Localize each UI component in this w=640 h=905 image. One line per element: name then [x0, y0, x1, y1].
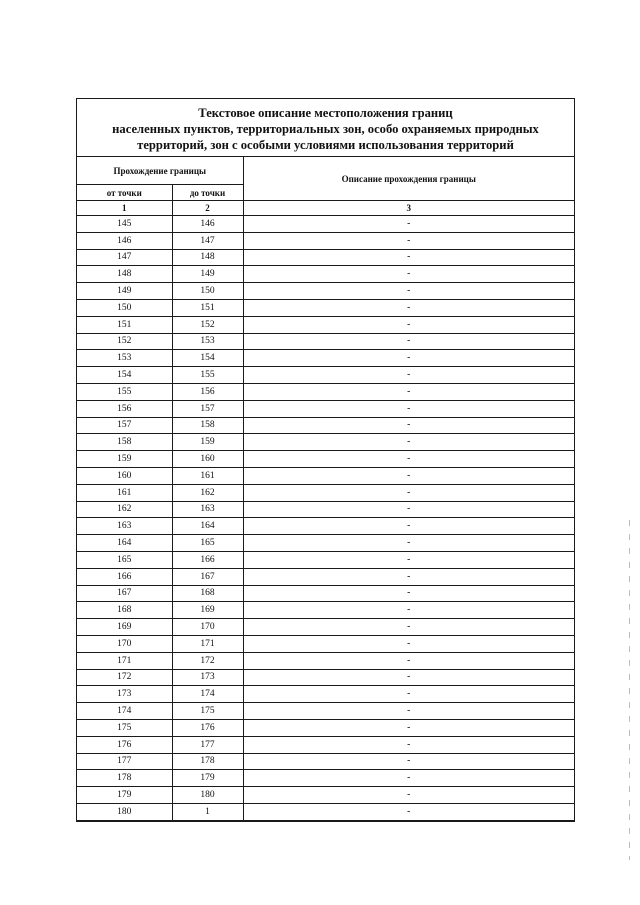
table-row [77, 350, 574, 367]
cell-to-point: 156 [172, 383, 243, 400]
cell-description: - [243, 669, 574, 686]
table-row [77, 333, 574, 350]
table-row [77, 434, 574, 451]
cell-to-point: 148 [172, 249, 243, 266]
cell-to-point: 159 [172, 434, 243, 451]
boundary-table [77, 157, 574, 820]
cell-to-point: 166 [172, 551, 243, 568]
title-line-1: Текстовое описание местоположения границ [198, 106, 453, 120]
table-row [77, 635, 574, 652]
cell-to-point: 177 [172, 736, 243, 753]
table-row [77, 367, 574, 384]
cell-description: - [243, 501, 574, 518]
table-row [77, 551, 574, 568]
cell-to-point: 179 [172, 770, 243, 787]
cell-description: - [243, 635, 574, 652]
cell-from-point: 175 [77, 719, 172, 736]
title-line-3: территорий, зон с особыми условиями использования территорий [137, 138, 514, 152]
cell-to-point: 160 [172, 451, 243, 468]
table-row [77, 266, 574, 283]
table-row [77, 602, 574, 619]
table-row [77, 249, 574, 266]
cell-from-point: 157 [77, 417, 172, 434]
cell-to-point: 176 [172, 719, 243, 736]
cell-description: - [243, 249, 574, 266]
cell-from-point: 161 [77, 484, 172, 501]
cell-from-point: 148 [77, 266, 172, 283]
column-number-1: 1 [77, 201, 172, 216]
cell-to-point: 147 [172, 232, 243, 249]
cell-from-point: 160 [77, 467, 172, 484]
table-row [77, 400, 574, 417]
cell-from-point: 150 [77, 299, 172, 316]
table-row [77, 770, 574, 787]
cell-to-point: 170 [172, 619, 243, 636]
cell-description: - [243, 803, 574, 819]
cell-from-point: 154 [77, 367, 172, 384]
cell-to-point: 155 [172, 367, 243, 384]
cell-from-point: 152 [77, 333, 172, 350]
table-row [77, 619, 574, 636]
cell-from-point: 153 [77, 350, 172, 367]
table-row [77, 451, 574, 468]
cell-description: - [243, 551, 574, 568]
cell-from-point: 155 [77, 383, 172, 400]
cell-description: - [243, 299, 574, 316]
cell-description: - [243, 232, 574, 249]
table-row [77, 484, 574, 501]
document-title [77, 99, 574, 157]
table-row [77, 501, 574, 518]
cell-description: - [243, 619, 574, 636]
table-row [77, 383, 574, 400]
cell-from-point: 146 [77, 232, 172, 249]
table-row [77, 736, 574, 753]
cell-to-point: 174 [172, 686, 243, 703]
cell-to-point: 168 [172, 585, 243, 602]
table-row [77, 518, 574, 535]
cell-from-point: 156 [77, 400, 172, 417]
table-row [77, 467, 574, 484]
cell-description: - [243, 367, 574, 384]
cell-to-point: 163 [172, 501, 243, 518]
cell-to-point: 173 [172, 669, 243, 686]
cell-to-point: 169 [172, 602, 243, 619]
cell-from-point: 168 [77, 602, 172, 619]
cell-description: - [243, 703, 574, 720]
cell-description: - [243, 216, 574, 233]
cell-description: - [243, 333, 574, 350]
table-row [77, 652, 574, 669]
cell-from-point: 170 [77, 635, 172, 652]
cell-from-point: 147 [77, 249, 172, 266]
column-number-2: 2 [172, 201, 243, 216]
header-description: Описание прохождения границы [243, 157, 574, 201]
cell-description: - [243, 686, 574, 703]
cell-from-point: 176 [77, 736, 172, 753]
cell-to-point: 150 [172, 283, 243, 300]
cell-description: - [243, 770, 574, 787]
cell-description: - [243, 753, 574, 770]
scan-edge-mark [629, 520, 630, 860]
cell-from-point: 163 [77, 518, 172, 535]
cell-to-point: 171 [172, 635, 243, 652]
cell-to-point: 161 [172, 467, 243, 484]
table-row [77, 803, 574, 819]
cell-from-point: 149 [77, 283, 172, 300]
cell-to-point: 158 [172, 417, 243, 434]
cell-to-point: 175 [172, 703, 243, 720]
cell-description: - [243, 535, 574, 552]
header-boundary-passage: Прохождение границы [77, 157, 243, 185]
cell-to-point: 1 [172, 803, 243, 819]
table-row [77, 753, 574, 770]
title-line-2: населенных пунктов, территориальных зон, особо охраняемых природных [112, 122, 539, 136]
cell-description: - [243, 451, 574, 468]
cell-to-point: 164 [172, 518, 243, 535]
cell-description: - [243, 417, 574, 434]
cell-to-point: 152 [172, 316, 243, 333]
header-to-point: до точки [172, 185, 243, 201]
cell-to-point: 149 [172, 266, 243, 283]
cell-to-point: 154 [172, 350, 243, 367]
cell-to-point: 180 [172, 787, 243, 804]
cell-description: - [243, 350, 574, 367]
cell-to-point: 167 [172, 568, 243, 585]
table-row [77, 703, 574, 720]
cell-from-point: 162 [77, 501, 172, 518]
cell-description: - [243, 736, 574, 753]
cell-to-point: 151 [172, 299, 243, 316]
header-from-point: от точки [77, 185, 172, 201]
cell-from-point: 174 [77, 703, 172, 720]
cell-from-point: 169 [77, 619, 172, 636]
cell-description: - [243, 434, 574, 451]
cell-from-point: 166 [77, 568, 172, 585]
cell-description: - [243, 568, 574, 585]
table-row [77, 216, 574, 233]
cell-from-point: 164 [77, 535, 172, 552]
cell-description: - [243, 719, 574, 736]
table-row [77, 568, 574, 585]
cell-from-point: 173 [77, 686, 172, 703]
cell-from-point: 177 [77, 753, 172, 770]
cell-from-point: 171 [77, 652, 172, 669]
cell-description: - [243, 316, 574, 333]
cell-from-point: 180 [77, 803, 172, 819]
cell-description: - [243, 283, 574, 300]
table-row [77, 283, 574, 300]
cell-from-point: 159 [77, 451, 172, 468]
cell-description: - [243, 518, 574, 535]
cell-from-point: 151 [77, 316, 172, 333]
table-row [77, 686, 574, 703]
table-body [77, 216, 574, 820]
cell-to-point: 146 [172, 216, 243, 233]
table-row [77, 417, 574, 434]
cell-from-point: 172 [77, 669, 172, 686]
cell-description: - [243, 787, 574, 804]
cell-description: - [243, 652, 574, 669]
table-row [77, 787, 574, 804]
table-row [77, 232, 574, 249]
table-row [77, 585, 574, 602]
cell-from-point: 158 [77, 434, 172, 451]
cell-from-point: 145 [77, 216, 172, 233]
cell-description: - [243, 484, 574, 501]
table-row [77, 316, 574, 333]
cell-to-point: 157 [172, 400, 243, 417]
cell-from-point: 165 [77, 551, 172, 568]
cell-description: - [243, 383, 574, 400]
cell-to-point: 165 [172, 535, 243, 552]
table-row [77, 719, 574, 736]
table-row [77, 535, 574, 552]
cell-from-point: 167 [77, 585, 172, 602]
cell-description: - [243, 585, 574, 602]
cell-to-point: 162 [172, 484, 243, 501]
cell-description: - [243, 400, 574, 417]
table-row [77, 299, 574, 316]
table-row [77, 669, 574, 686]
cell-description: - [243, 602, 574, 619]
boundary-description-table [76, 98, 575, 822]
cell-to-point: 172 [172, 652, 243, 669]
cell-to-point: 178 [172, 753, 243, 770]
cell-from-point: 179 [77, 787, 172, 804]
column-number-3: 3 [243, 201, 574, 216]
cell-from-point: 178 [77, 770, 172, 787]
cell-description: - [243, 467, 574, 484]
cell-description: - [243, 266, 574, 283]
cell-to-point: 153 [172, 333, 243, 350]
